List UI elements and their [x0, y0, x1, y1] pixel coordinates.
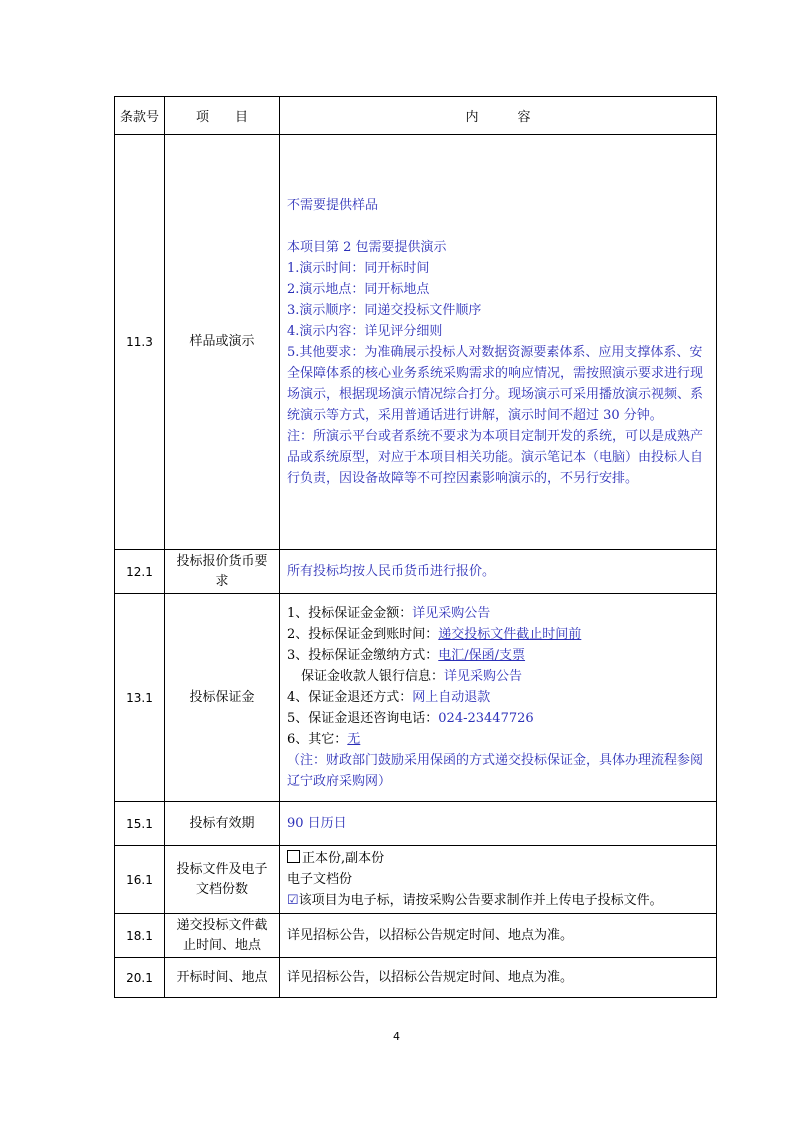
clause-table: [114, 96, 717, 998]
clause-number: 18.1: [115, 914, 165, 958]
clause-content: [280, 594, 717, 802]
content-line: 本项目第 2 包需要提供演示: [287, 240, 447, 255]
table-row: [115, 958, 717, 998]
clause-number: 20.1: [115, 958, 165, 998]
deposit-amount-value: 详见采购公告: [412, 606, 491, 621]
content-line: 5.其他要求：为准确展示投标人对数据资源要素体系、应用支撑体系、安全保障体系的核心业务系统采购需求的响应情况，需按照演示要求进行现场演示，根据现场演示情况综合打分。现场演示可采用播放演示视频、系统演示等方式，采用普通话进行讲解，演示时间不超过 30 分钟。: [287, 345, 704, 423]
table-header-row: [115, 97, 717, 135]
clause-item: 开标时间、地点: [165, 958, 280, 998]
clause-content: 详见招标公告，以招标公告规定时间、地点为准。: [280, 914, 717, 958]
electronic-bid-note: 该项目为电子标，请按采购公告要求制作并上传电子投标文件。: [298, 893, 663, 908]
other-label: 6、其它：: [287, 732, 348, 747]
bank-info-value: 详见采购公告: [444, 669, 523, 684]
clause-item: 投标保证金: [165, 594, 280, 802]
table-row: [115, 550, 717, 594]
checked-box-icon: ☑: [287, 893, 299, 908]
clause-number: 15.1: [115, 802, 165, 846]
clause-item: 投标有效期: [165, 802, 280, 846]
content-line: 2.演示地点：同开标地点: [287, 282, 430, 297]
clause-item: 递交投标文件截止时间、地点: [165, 914, 280, 958]
table-row: [115, 594, 717, 802]
clause-content: 所有投标均按人民币货币进行报价。: [280, 550, 717, 594]
deposit-method-value: 电汇/保函/支票: [438, 648, 526, 663]
header-content: 内 容: [280, 97, 717, 135]
clause-content: 90 日历日: [280, 802, 717, 846]
refund-phone-label: 5、保证金退还咨询电话：: [287, 711, 439, 726]
table-row: [115, 914, 717, 958]
clause-number: 11.3: [115, 135, 165, 550]
deposit-amount-label: 1、投标保证金金额：: [287, 606, 413, 621]
refund-method-label: 4、保证金退还方式：: [287, 690, 413, 705]
header-item: 项 目: [165, 97, 280, 135]
deposit-deadline-value: 递交投标文件截止时间前: [438, 627, 582, 642]
refund-phone-value: 024-23447726: [438, 711, 534, 726]
table-row: [115, 846, 717, 914]
clause-item: 投标文件及电子文档份数: [165, 846, 280, 914]
clause-content: [280, 846, 717, 914]
page-number: 4: [393, 1030, 400, 1043]
other-value: 无: [347, 732, 361, 747]
content-note: 注：所演示平台或者系统不要求为本项目定制开发的系统，可以是成熟产品或系统原型，对应于本项目相关功能。演示笔记本（电脑）由投标人自行负责，因设备故障等不可控因素影响演示的，不另行安排。: [287, 429, 704, 486]
table-row: [115, 802, 717, 846]
clause-content: 详见招标公告，以招标公告规定时间、地点为准。: [280, 958, 717, 998]
copies-line: 正本份,副本份: [302, 851, 385, 866]
deposit-method-label: 3、投标保证金缴纳方式：: [287, 648, 439, 663]
clause-content: [280, 135, 717, 550]
content-line: 不需要提供样品: [287, 198, 379, 213]
clause-item: 投标报价货币要求: [165, 550, 280, 594]
table-row: [115, 135, 717, 550]
bank-info-label: 保证金收款人银行信息：: [301, 669, 445, 684]
clause-number: 12.1: [115, 550, 165, 594]
content-line: 3.演示顺序：同递交投标文件顺序: [287, 303, 482, 318]
refund-method-value: 网上自动退款: [412, 690, 491, 705]
checkbox-icon: [287, 850, 300, 863]
content-line: 1.演示时间：同开标时间: [287, 261, 430, 276]
header-clause-number: 条款号: [115, 97, 165, 135]
clause-number: 13.1: [115, 594, 165, 802]
content-line: 4.演示内容：详见评分细则: [287, 324, 443, 339]
clause-number: 16.1: [115, 846, 165, 914]
electronic-copies-line: 电子文档份: [287, 872, 353, 887]
deposit-note: （注：财政部门鼓励采用保函的方式递交投标保证金，具体办理流程参阅辽宁政府采购网）: [287, 753, 704, 789]
clause-item: 样品或演示: [165, 135, 280, 550]
deposit-deadline-label: 2、投标保证金到账时间：: [287, 627, 439, 642]
